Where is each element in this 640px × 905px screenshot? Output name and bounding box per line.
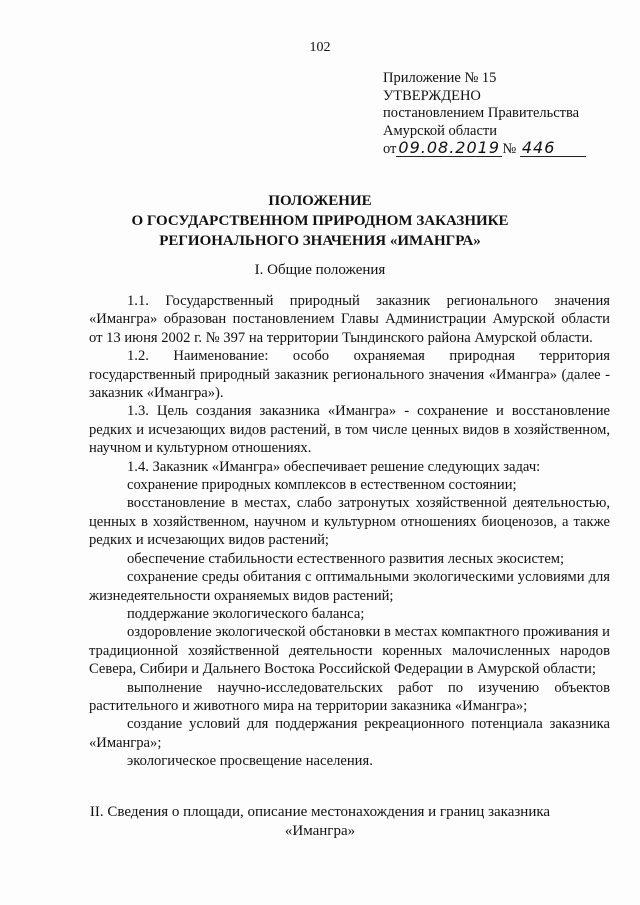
task-item: оздоровление экологической обстановки в местах компактного проживания и традиционной хозяйственной деятельности коренных малочисленных народов Севера, Сибири и Дальнего Востока Российской Федерации в Амурской области; (89, 624, 610, 678)
approved-label: УТВЕРЖДЕНО (383, 87, 481, 104)
task-item: восстановление в местах, слабо затронутых хозяйственной деятельностью, ценных в хозяйственном, научном и культурном отношениях биоценозов, а также редких и исчезающих видов растений; (89, 495, 610, 549)
appendix-label: Приложение № 15 (383, 70, 497, 86)
title-line-2: О ГОСУДАРСТВЕННОМ ПРИРОДНОМ ЗАКАЗНИКЕ (131, 213, 509, 229)
handwritten-number: 446 (520, 140, 586, 157)
paragraph-1-1: 1.1. Государственный природный заказник регионального значения «Имангра» образован постановлением Главы Администрации Амурской области от 13 июня 2002 г. № 397 на территории Тындинского района Амурской области. (89, 293, 610, 346)
paragraph-1-2: 1.2. Наименование: особо охраняемая природная территория государственный природный заказник регионального значения «Имангра» (далее - заказник «Имангра»). (89, 348, 610, 402)
task-item: сохранение природных комплексов в естественном состоянии; (127, 477, 517, 494)
handwritten-date: 09.08.2019 (396, 140, 502, 157)
body-text (89, 292, 610, 771)
date-number-line (383, 140, 613, 159)
task-item: обеспечение стабильности естественного развития лесных экосистем; (127, 550, 565, 567)
task-item: выполнение научно-исследовательских работ по изучению объектов растительного и животного мира на территории заказника «Имангра»; (89, 679, 610, 714)
section-2-heading (30, 803, 610, 841)
number-label: № (502, 141, 517, 157)
resolution-label: постановлением Правительства (383, 105, 580, 121)
approval-block (383, 70, 613, 159)
paragraph-1-3: 1.3. Цель создания заказника «Имангра» - сохранение и восстановление редких и исчезающих видов растений, в том числе ценных видов в хозяйственном, научном и культурном отношениях. (89, 403, 610, 457)
task-item: создание условий для поддержания рекреационного потенциала заказника «Имангра»; (89, 716, 610, 751)
section-1-heading: I. Общие положения (254, 262, 386, 278)
page-number: 102 (309, 40, 331, 55)
task-item: поддержание экологического баланса; (127, 605, 365, 622)
task-item: экологическое просвещение населения. (127, 753, 373, 770)
task-item: сохранение среды обитания с оптимальными экологическими условиями для жизнедеятельности охраняемых видов растений; (89, 569, 610, 604)
title-line-3: РЕГИОНАЛЬНОГО ЗНАЧЕНИЯ «ИМАНГРА» (159, 233, 481, 249)
section-2-heading-line-2: «Имангра» (284, 823, 356, 839)
title-line-1: ПОЛОЖЕНИЕ (268, 193, 372, 209)
section-2-heading-line-1: II. Сведения о площади, описание местонахождения и границ заказника (89, 804, 551, 820)
document-title (0, 191, 640, 251)
from-label: от (383, 141, 397, 157)
paragraph-1-4: 1.4. Заказник «Имангра» обеспечивает решение следующих задач: (127, 458, 541, 475)
region-label: Амурской области (383, 122, 497, 139)
